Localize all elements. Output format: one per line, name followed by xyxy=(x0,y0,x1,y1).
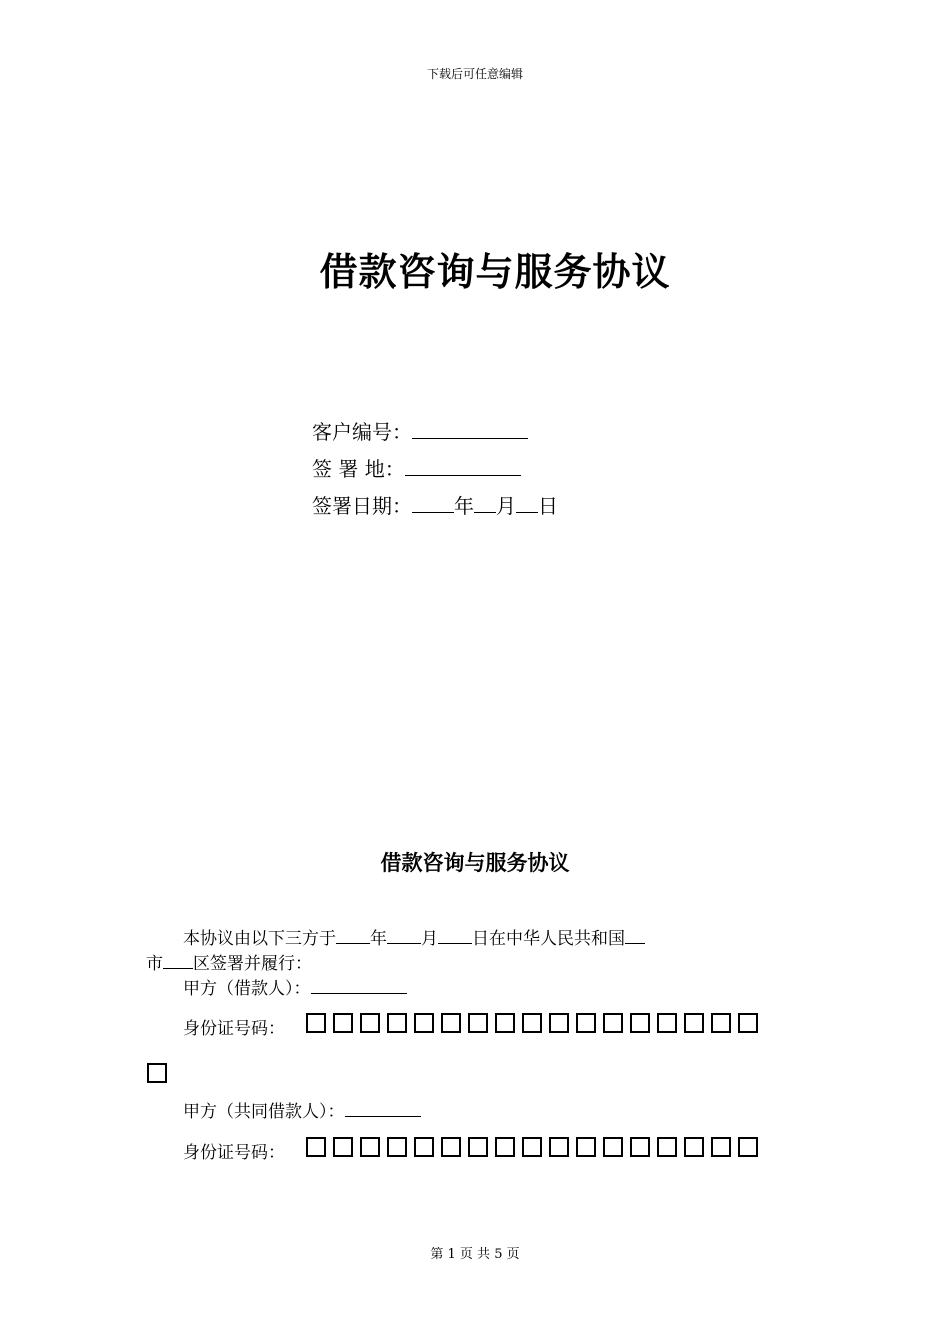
id-digit-box[interactable] xyxy=(522,1137,542,1157)
intro-text-start: 本协议由以下三方于 xyxy=(183,929,336,949)
intro-day-location: 日在中华人民共和国 xyxy=(472,929,625,949)
customer-number-blank xyxy=(412,418,528,439)
id-digit-box[interactable] xyxy=(360,1013,380,1033)
intro-line-1 xyxy=(183,926,645,952)
id-digit-box[interactable] xyxy=(738,1137,758,1157)
id-digit-box[interactable] xyxy=(549,1137,569,1157)
id-digit-box[interactable] xyxy=(306,1137,326,1157)
id-digit-box[interactable] xyxy=(468,1013,488,1033)
sign-date-day-blank xyxy=(516,492,538,513)
intro-line-2 xyxy=(146,951,312,977)
sign-place-blank xyxy=(405,455,521,476)
customer-number-label: 客户编号： xyxy=(312,420,412,444)
sign-date-month-label: 月 xyxy=(496,494,516,518)
id-number-boxes-2 xyxy=(306,1137,758,1157)
agreement-title: 借款咨询与服务协议 xyxy=(380,850,570,875)
id-digit-box[interactable] xyxy=(360,1137,380,1157)
id-digit-box[interactable] xyxy=(711,1137,731,1157)
id-digit-box[interactable] xyxy=(495,1137,515,1157)
sign-date-day-label: 日 xyxy=(538,494,558,518)
id-digit-box[interactable] xyxy=(441,1137,461,1157)
page-footer: 第 1 页 共 5 页 xyxy=(430,1247,520,1262)
id-digit-box[interactable] xyxy=(657,1013,677,1033)
intro-district-sign: 区签署并履行： xyxy=(193,954,312,974)
id-digit-box[interactable] xyxy=(738,1013,758,1033)
party-a-borrower-line xyxy=(183,976,407,1002)
id-digit-box[interactable] xyxy=(630,1013,650,1033)
id-digit-box[interactable] xyxy=(576,1137,596,1157)
party-a-co-borrower-label: 甲方（共同借款人）： xyxy=(183,1102,345,1122)
sign-place-field xyxy=(312,455,521,483)
intro-year-blank xyxy=(336,926,370,944)
sign-date-field xyxy=(312,492,558,520)
intro-city-blank xyxy=(163,951,193,969)
cover-title: 借款咨询与服务协议 xyxy=(319,249,671,294)
id-digit-box[interactable] xyxy=(576,1013,596,1033)
id-digit-box[interactable] xyxy=(333,1013,353,1033)
sign-date-month-blank xyxy=(474,492,496,513)
id-digit-box[interactable] xyxy=(630,1137,650,1157)
customer-number-field xyxy=(312,418,528,446)
id-digit-box[interactable] xyxy=(603,1013,623,1033)
sign-date-label: 签署日期： xyxy=(312,494,412,518)
id-number-boxes-1 xyxy=(306,1013,758,1033)
party-a-borrower-blank xyxy=(311,976,407,994)
id-digit-box[interactable] xyxy=(603,1137,623,1157)
id-digit-box[interactable] xyxy=(468,1137,488,1157)
intro-city-label: 市 xyxy=(146,954,163,974)
id-digit-box[interactable] xyxy=(414,1137,434,1157)
sign-date-year-blank xyxy=(412,492,454,513)
sign-place-label: 签 署 地： xyxy=(312,457,405,481)
id-digit-box[interactable] xyxy=(684,1013,704,1033)
id-digit-box[interactable] xyxy=(495,1013,515,1033)
id-digit-box[interactable] xyxy=(387,1137,407,1157)
id-digit-box[interactable] xyxy=(441,1013,461,1033)
id-number-label-2: 身份证号码： xyxy=(183,1143,285,1163)
id-digit-box[interactable] xyxy=(711,1013,731,1033)
id-number-boxes-1-wrap xyxy=(147,1063,167,1083)
id-digit-box[interactable] xyxy=(147,1063,167,1083)
intro-country-blank xyxy=(625,926,645,944)
id-digit-box[interactable] xyxy=(333,1137,353,1157)
intro-day-blank xyxy=(438,926,472,944)
id-digit-box[interactable] xyxy=(387,1013,407,1033)
party-a-co-borrower-blank xyxy=(345,1099,421,1117)
id-digit-box[interactable] xyxy=(522,1013,542,1033)
id-digit-box[interactable] xyxy=(306,1013,326,1033)
id-digit-box[interactable] xyxy=(414,1013,434,1033)
id-number-label-1: 身份证号码： xyxy=(183,1019,285,1039)
id-digit-box[interactable] xyxy=(549,1013,569,1033)
intro-month-blank xyxy=(387,926,421,944)
party-a-co-borrower-line xyxy=(183,1099,421,1125)
header-note: 下载后可任意编辑 xyxy=(426,67,523,81)
intro-year-label: 年 xyxy=(370,929,387,949)
sign-date-year-label: 年 xyxy=(454,494,474,518)
id-digit-box[interactable] xyxy=(684,1137,704,1157)
intro-month-label: 月 xyxy=(421,929,438,949)
id-digit-box[interactable] xyxy=(657,1137,677,1157)
party-a-borrower-label: 甲方（借款人）： xyxy=(183,979,311,999)
